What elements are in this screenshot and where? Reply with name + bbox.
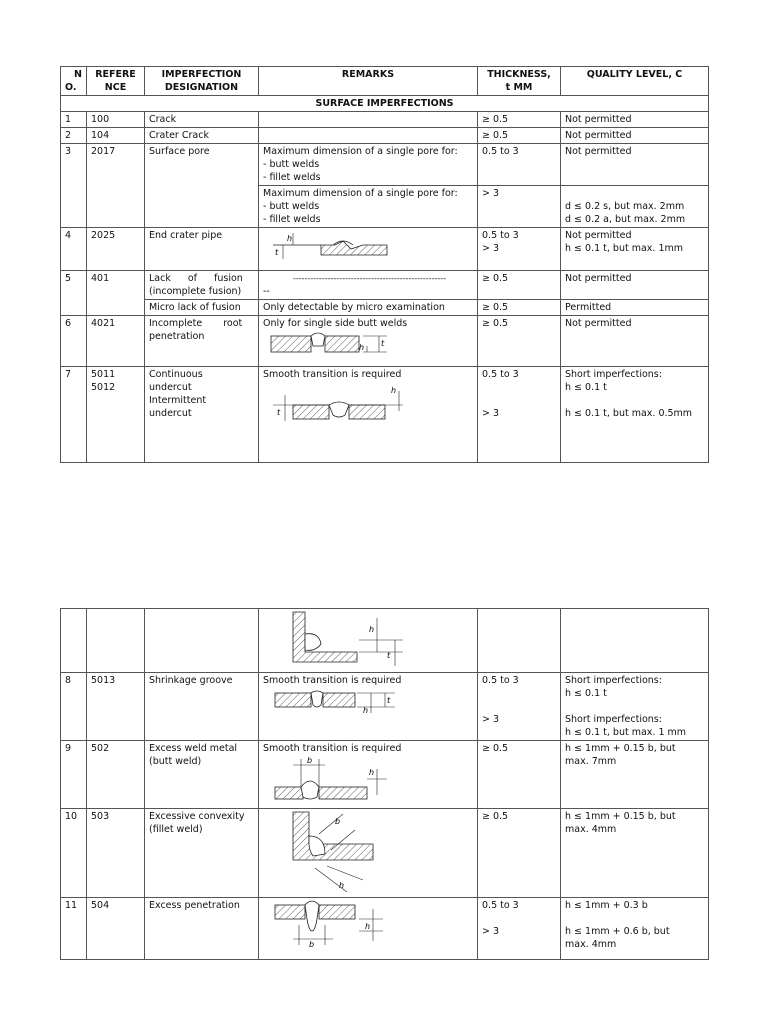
b-label: b <box>309 940 315 949</box>
cell-remarks <box>259 809 478 898</box>
cell-thickness: ≥ 0.5 <box>478 128 561 144</box>
excess-penetration-sketch <box>263 899 393 955</box>
undercut-sketch <box>263 381 413 431</box>
h-label: h <box>391 386 397 395</box>
cell-thickness: 0.5 to 3 > 3 <box>478 898 561 960</box>
cell-remarks: ----------------------------------------------------- -- <box>259 271 478 300</box>
h-label: h <box>369 625 375 634</box>
t-label: t <box>381 339 385 348</box>
table-row <box>61 271 709 300</box>
cell-thickness: 0.5 to 3 > 3 <box>478 673 561 741</box>
cell-no: 1 <box>61 112 87 128</box>
h-label: h <box>369 768 375 777</box>
t-label: t <box>387 696 391 705</box>
section-title: SURFACE IMPERFECTIONS <box>61 96 709 112</box>
table-row <box>61 741 709 809</box>
cell-ref: 2025 <box>87 228 145 271</box>
cell-quality: h ≤ 1mm + 0.15 b, but max. 4mm <box>561 809 709 898</box>
cell-quality: d ≤ 0.2 s, but max. 2mm d ≤ 0.2 a, but max. 2mm <box>561 186 709 228</box>
cell-remarks <box>259 128 478 144</box>
cell-designation: Lack of fusion (incomplete fusion) <box>145 271 259 300</box>
cell-quality: h ≤ 1mm + 0.3 b h ≤ 1mm + 0.6 b, but max. 4mm <box>561 898 709 960</box>
cell-remarks <box>259 609 478 673</box>
h-label: h <box>287 234 293 243</box>
cell-remarks: Smooth transition is required t h <box>259 367 478 463</box>
cell-designation: Crater Crack <box>145 128 259 144</box>
cell-thickness: ≥ 0.5 <box>478 741 561 809</box>
cell-no <box>61 609 87 673</box>
cell-remarks <box>259 898 478 960</box>
table-row <box>61 112 709 128</box>
cell-remarks: Maximum dimension of a single pore for: - butt welds - fillet welds <box>259 144 478 186</box>
cell-ref: 504 <box>87 898 145 960</box>
cell-no: 5 <box>61 271 87 316</box>
excess-weld-metal-sketch <box>263 755 393 805</box>
cell-thickness: ≥ 0.5 <box>478 271 561 300</box>
cell-no: 7 <box>61 367 87 463</box>
cell-thickness: ≥ 0.5 <box>478 300 561 316</box>
cell-designation: Excessive convexity (fillet weld) <box>145 809 259 898</box>
header-thickness: THICKNESS, t MM <box>478 67 561 96</box>
cell-thickness: ≥ 0.5 <box>478 112 561 128</box>
cell-designation: Shrinkage groove <box>145 673 259 741</box>
cell-no: 11 <box>61 898 87 960</box>
table-row <box>61 609 709 673</box>
cell-ref: 5011 5012 <box>87 367 145 463</box>
cell-ref: 5013 <box>87 673 145 741</box>
cell-remarks: Only detectable by micro examination <box>259 300 478 316</box>
cell-remarks: Maximum dimension of a single pore for: - butt welds - fillet welds <box>259 186 478 228</box>
cell-ref: 104 <box>87 128 145 144</box>
cell-quality: Not permitted h ≤ 0.1 t, but max. 1mm <box>561 228 709 271</box>
imperfections-table-1 <box>60 66 709 463</box>
cell-no: 3 <box>61 144 87 228</box>
cell-remarks: Only for single side butt welds h t <box>259 316 478 367</box>
cell-quality: Not permitted <box>561 144 709 186</box>
table-row <box>61 809 709 898</box>
cell-remarks <box>259 228 478 271</box>
cell-thickness <box>478 609 561 673</box>
cell-no: 2 <box>61 128 87 144</box>
table-subrow <box>61 300 709 316</box>
cell-quality: Short imperfections: h ≤ 0.1 t h ≤ 0.1 t, but max. 0.5mm <box>561 367 709 463</box>
cell-ref: 100 <box>87 112 145 128</box>
cell-ref: 401 <box>87 271 145 316</box>
header-quality: QUALITY LEVEL, C <box>561 67 709 96</box>
cell-thickness: > 3 <box>478 186 561 228</box>
cell-designation: Surface pore <box>145 144 259 228</box>
cell-designation: Excess weld metal (butt weld) <box>145 741 259 809</box>
cell-no: 8 <box>61 673 87 741</box>
section-row <box>61 96 709 112</box>
cell-designation: Crack <box>145 112 259 128</box>
cell-no: 4 <box>61 228 87 271</box>
b-label: b <box>307 756 313 765</box>
end-crater-pipe-sketch <box>263 229 393 269</box>
table-row <box>61 316 709 367</box>
cell-ref: 4021 <box>87 316 145 367</box>
cell-quality: Short imperfections: h ≤ 0.1 t Short imperfections: h ≤ 0.1 t, but max. 1 mm <box>561 673 709 741</box>
cell-quality: Permitted <box>561 300 709 316</box>
cell-ref: 502 <box>87 741 145 809</box>
cell-ref: 2017 <box>87 144 145 228</box>
cell-designation <box>145 609 259 673</box>
cell-designation: Micro lack of fusion <box>145 300 259 316</box>
cell-no: 9 <box>61 741 87 809</box>
table-row <box>61 898 709 960</box>
cell-thickness: 0.5 to 3 > 3 <box>478 367 561 463</box>
cell-designation: Incomplete root penetration <box>145 316 259 367</box>
cell-quality <box>561 609 709 673</box>
cell-remarks: Smooth transition is required h t <box>259 673 478 741</box>
table-row <box>61 144 709 186</box>
cell-designation: Continuous undercut Intermittent undercut <box>145 367 259 463</box>
t-label: t <box>277 408 281 417</box>
incomplete-root-penetration-sketch <box>263 330 393 362</box>
cell-remarks <box>259 112 478 128</box>
cell-quality: h ≤ 1mm + 0.15 b, but max. 7mm <box>561 741 709 809</box>
table-row <box>61 228 709 271</box>
cell-thickness: ≥ 0.5 <box>478 316 561 367</box>
cell-remarks: Smooth transition is required b h <box>259 741 478 809</box>
header-row <box>61 67 709 96</box>
header-designation: IMPERFECTION DESIGNATION <box>145 67 259 96</box>
cell-designation: End crater pipe <box>145 228 259 271</box>
cell-quality: Not permitted <box>561 271 709 300</box>
header-reference: REFERE NCE <box>87 67 145 96</box>
cell-quality: Not permitted <box>561 128 709 144</box>
header-no: N O. <box>61 67 87 96</box>
cell-designation: Excess penetration <box>145 898 259 960</box>
table-row <box>61 128 709 144</box>
table-row <box>61 367 709 463</box>
cell-thickness: 0.5 to 3 > 3 <box>478 228 561 271</box>
excessive-convexity-sketch <box>263 810 393 894</box>
shrinkage-groove-sketch <box>263 687 403 717</box>
imperfections-table-2 <box>60 608 709 960</box>
cell-no: 10 <box>61 809 87 898</box>
t-label: t <box>387 651 391 660</box>
t-label: t <box>275 248 279 257</box>
fillet-undercut-sketch <box>263 610 413 670</box>
cell-quality: Not permitted <box>561 112 709 128</box>
h-label: h <box>359 343 365 352</box>
b-label: b <box>335 817 341 826</box>
cell-quality: Not permitted <box>561 316 709 367</box>
header-remarks: REMARKS <box>259 67 478 96</box>
h-label: h <box>339 881 345 890</box>
cell-thickness: 0.5 to 3 <box>478 144 561 186</box>
table-row <box>61 673 709 741</box>
h-label: h <box>365 922 371 931</box>
h-label: h <box>363 706 369 715</box>
cell-thickness: ≥ 0.5 <box>478 809 561 898</box>
cell-ref <box>87 609 145 673</box>
cell-ref: 503 <box>87 809 145 898</box>
cell-no: 6 <box>61 316 87 367</box>
